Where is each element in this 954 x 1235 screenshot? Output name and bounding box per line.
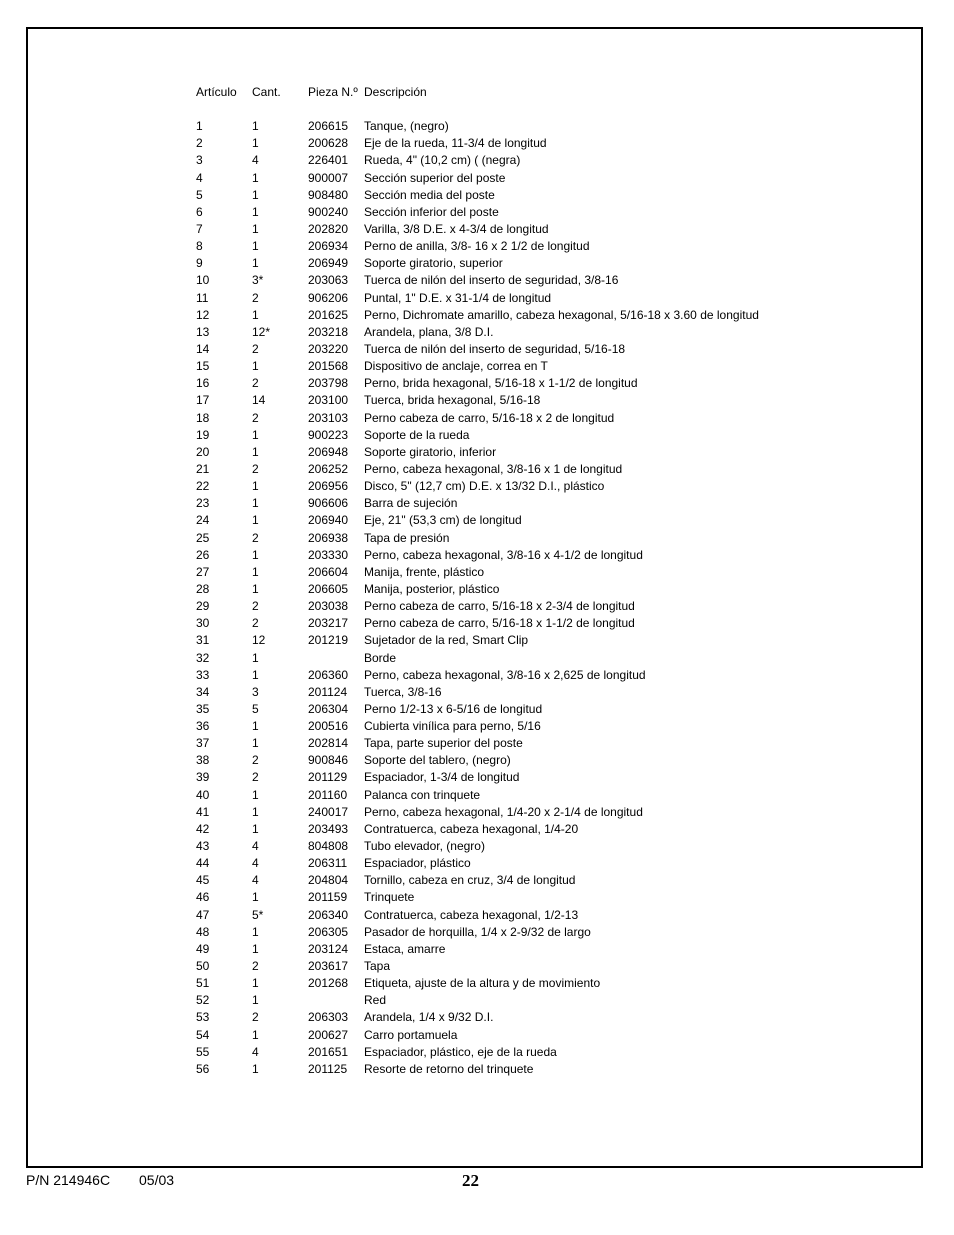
part-number-cell: 201651: [308, 1044, 349, 1059]
quantity: 2: [252, 461, 259, 476]
item-number: 33: [196, 667, 210, 682]
part-number-cell: 206615: [308, 119, 349, 134]
part-number-cell: 203038: [308, 599, 349, 614]
description: Tapa de presión: [364, 530, 450, 545]
quantity: 1: [252, 444, 259, 459]
item-number: 13: [196, 324, 210, 339]
part-number-cell: 206360: [308, 667, 349, 682]
part-number-cell: 203217: [308, 616, 349, 631]
description: Perno, Dichromate amarillo, cabeza hexagonal, 5/16-18 x 3.60 de longitud: [364, 307, 759, 322]
part-number-cell: 206304: [308, 701, 349, 716]
item-number: 26: [196, 547, 210, 562]
quantity: 12: [252, 633, 266, 648]
quantity: 1: [252, 564, 259, 579]
part-number-cell: 203493: [308, 821, 349, 836]
item-number: 45: [196, 873, 210, 888]
quantity: 2: [252, 616, 259, 631]
item-number: 6: [196, 204, 203, 219]
description: Perno de anilla, 3/8- 16 x 2 1/2 de longitud: [364, 239, 590, 254]
description: Espaciador, plástico, eje de la rueda: [364, 1044, 557, 1059]
part-number-cell: 201129: [308, 770, 348, 785]
part-number-cell: 206605: [308, 581, 349, 596]
part-number-cell: 202814: [308, 736, 349, 751]
part-number-cell: 201219: [308, 633, 349, 648]
part-number-cell: 206305: [308, 924, 349, 939]
description: Perno cabeza de carro, 5/16-18 x 1-1/2 de longitud: [364, 616, 635, 631]
quantity: 3: [252, 684, 259, 699]
item-number: 16: [196, 376, 210, 391]
item-number: 30: [196, 616, 210, 631]
description: Perno 1/2-13 x 6-5/16 de longitud: [364, 701, 543, 716]
quantity: 5*: [252, 907, 264, 922]
description: Trinquete: [364, 890, 415, 905]
item-number: 4: [196, 170, 203, 185]
description: Tubo elevador, (negro): [364, 839, 485, 854]
part-number-cell: 206934: [308, 239, 349, 254]
description: Tuerca, 3/8-16: [364, 684, 442, 699]
quantity: 2: [252, 959, 259, 974]
description: Tornillo, cabeza en cruz, 3/4 de longitud: [364, 873, 576, 888]
description: Soporte giratorio, superior: [364, 256, 503, 271]
item-number: 42: [196, 821, 210, 836]
item-number: 29: [196, 599, 210, 614]
quantity: 1: [252, 976, 259, 991]
description: Soporte de la rueda: [364, 427, 470, 442]
part-number-cell: 202820: [308, 221, 349, 236]
part-number-cell: 201124: [308, 684, 348, 699]
part-number-cell: 240017: [308, 804, 349, 819]
item-number: 38: [196, 753, 210, 768]
description: Contratuerca, cabeza hexagonal, 1/2-13: [364, 907, 579, 922]
part-number-cell: 201268: [308, 976, 349, 991]
item-number: 21: [196, 461, 210, 476]
part-number-cell: 203124: [308, 941, 349, 956]
description: Perno, cabeza hexagonal, 1/4-20 x 2-1/4 de longitud: [364, 804, 643, 819]
item-number: 37: [196, 736, 210, 751]
quantity: 4: [252, 839, 259, 854]
quantity: 4: [252, 153, 259, 168]
quantity: 5: [252, 701, 259, 716]
item-number: 15: [196, 359, 210, 374]
description: Espaciador, 1-3/4 de longitud: [364, 770, 520, 785]
quantity: 1: [252, 1061, 259, 1076]
item-number: 18: [196, 410, 210, 425]
quantity: 1: [252, 427, 259, 442]
description: Carro portamuela: [364, 1027, 458, 1042]
item-number: 32: [196, 650, 210, 665]
item-number: 9: [196, 256, 203, 271]
part-number-cell: 804808: [308, 839, 349, 854]
quantity: 1: [252, 359, 259, 374]
description: Palanca con trinquete: [364, 787, 481, 802]
part-number-cell: 906606: [308, 496, 349, 511]
quantity: 1: [252, 239, 259, 254]
part-number-cell: 200627: [308, 1027, 349, 1042]
item-number: 34: [196, 684, 210, 699]
description: Tapa, parte superior del poste: [364, 736, 523, 751]
item-number: 2: [196, 136, 203, 151]
item-number: 31: [196, 633, 210, 648]
part-number-cell: 201159: [308, 890, 348, 905]
item-number: 8: [196, 239, 203, 254]
quantity: 2: [252, 1010, 259, 1025]
item-number: 19: [196, 427, 210, 442]
item-number: 17: [196, 393, 210, 408]
part-number-cell: 206948: [308, 444, 349, 459]
quantity: 1: [252, 667, 259, 682]
description: Perno cabeza de carro, 5/16-18 x 2 de longitud: [364, 410, 615, 425]
part-number-cell: 908480: [308, 187, 349, 202]
quantity: 1: [252, 1027, 259, 1042]
description: Perno, cabeza hexagonal, 3/8-16 x 4-1/2 de longitud: [364, 547, 643, 562]
quantity: 12*: [252, 324, 271, 339]
quantity: 1: [252, 787, 259, 802]
description: Rueda, 4" (10,2 cm) ( (negra): [364, 153, 521, 168]
part-number-cell: 201568: [308, 359, 349, 374]
part-number-cell: 204804: [308, 873, 349, 888]
part-number-cell: 900223: [308, 427, 349, 442]
part-number-cell: 900007: [308, 170, 349, 185]
quantity: 1: [252, 650, 259, 665]
item-number: 23: [196, 496, 210, 511]
item-number: 52: [196, 993, 210, 1008]
description: Arandela, plana, 3/8 D.I.: [364, 324, 494, 339]
quantity: 1: [252, 924, 259, 939]
part-number-cell: 201160: [308, 787, 348, 802]
description: Red: [364, 993, 387, 1008]
item-number: 35: [196, 701, 210, 716]
quantity: 1: [252, 496, 259, 511]
item-number: 53: [196, 1010, 210, 1025]
quantity: 1: [252, 479, 259, 494]
description: Tuerca de nilón del inserto de seguridad, 5/16-18: [364, 341, 626, 356]
item-number: 36: [196, 719, 210, 734]
part-number-cell: 203218: [308, 324, 349, 339]
quantity: 2: [252, 290, 259, 305]
item-number: 48: [196, 924, 210, 939]
item-number: 49: [196, 941, 210, 956]
quantity: 1: [252, 547, 259, 562]
description: Estaca, amarre: [364, 941, 446, 956]
part-number-cell: 206303: [308, 1010, 349, 1025]
item-number: 39: [196, 770, 210, 785]
part-number-cell: 201125: [308, 1061, 348, 1076]
description: Disco, 5" (12,7 cm) D.E. x 13/32 D.I., plástico: [364, 479, 605, 494]
part-number-cell: 201625: [308, 307, 349, 322]
page-number: 22: [462, 1171, 479, 1190]
part-number-cell: 900846: [308, 753, 349, 768]
description: Soporte giratorio, inferior: [364, 444, 497, 459]
item-number: 43: [196, 839, 210, 854]
part-number-cell: 200516: [308, 719, 349, 734]
quantity: 1: [252, 736, 259, 751]
item-number: 47: [196, 907, 210, 922]
quantity: 2: [252, 376, 259, 391]
description: Arandela, 1/4 x 9/32 D.I.: [364, 1010, 494, 1025]
item-number: 27: [196, 564, 210, 579]
quantity: 1: [252, 256, 259, 271]
item-number: 25: [196, 530, 210, 545]
quantity: 2: [252, 530, 259, 545]
part-number: P/N 214946C: [26, 1172, 111, 1188]
item-number: 24: [196, 513, 210, 528]
part-number-cell: 203617: [308, 959, 349, 974]
quantity: 1: [252, 941, 259, 956]
description: Perno, cabeza hexagonal, 3/8-16 x 1 de longitud: [364, 461, 623, 476]
part-number-cell: 206311: [308, 856, 348, 871]
item-number: 44: [196, 856, 210, 871]
quantity: 2: [252, 753, 259, 768]
item-number: 14: [196, 341, 210, 356]
description: Sujetador de la red, Smart Clip: [364, 633, 529, 648]
description: Borde: [364, 650, 397, 665]
description: Barra de sujeción: [364, 496, 458, 511]
description: Pasador de horquilla, 1/4 x 2-9/32 de largo: [364, 924, 591, 939]
header-part-number: Pieza N.º: [308, 85, 358, 99]
description: Etiqueta, ajuste de la altura y de movimiento: [364, 976, 601, 991]
description: Varilla, 3/8 D.E. x 4-3/4 de longitud: [364, 221, 549, 236]
header-qty: Cant.: [252, 85, 281, 99]
description: Perno cabeza de carro, 5/16-18 x 2-3/4 de longitud: [364, 599, 635, 614]
part-number-cell: 203100: [308, 393, 349, 408]
part-number-cell: 203063: [308, 273, 349, 288]
part-number-cell: 206940: [308, 513, 349, 528]
quantity: 1: [252, 119, 259, 134]
item-number: 50: [196, 959, 210, 974]
quantity: 1: [252, 821, 259, 836]
quantity: 14: [252, 393, 266, 408]
item-number: 22: [196, 479, 210, 494]
part-number-cell: 206938: [308, 530, 349, 545]
quantity: 2: [252, 410, 259, 425]
part-number-cell: 203220: [308, 341, 349, 356]
description: Espaciador, plástico: [364, 856, 471, 871]
description: Manija, posterior, plástico: [364, 581, 500, 596]
description: Dispositivo de anclaje, correa en T: [364, 359, 548, 374]
description: Eje de la rueda, 11-3/4 de longitud: [364, 136, 547, 151]
quantity: 2: [252, 341, 259, 356]
item-number: 41: [196, 804, 210, 819]
description: Sección media del poste: [364, 187, 495, 202]
item-number: 46: [196, 890, 210, 905]
item-number: 12: [196, 307, 210, 322]
item-number: 56: [196, 1061, 210, 1076]
quantity: 1: [252, 187, 259, 202]
part-number-cell: 206949: [308, 256, 349, 271]
description: Eje, 21" (53,3 cm) de longitud: [364, 513, 522, 528]
quantity: 3*: [252, 273, 264, 288]
item-number: 28: [196, 581, 210, 596]
part-number-cell: 203330: [308, 547, 349, 562]
quantity: 1: [252, 993, 259, 1008]
part-number-cell: 206252: [308, 461, 349, 476]
part-number-cell: 906206: [308, 290, 349, 305]
description: Tuerca de nilón del inserto de seguridad, 3/8-16: [364, 273, 619, 288]
quantity: 1: [252, 890, 259, 905]
part-number-cell: 226401: [308, 153, 349, 168]
item-number: 10: [196, 273, 210, 288]
description: Perno, brida hexagonal, 5/16-18 x 1-1/2 de longitud: [364, 376, 638, 391]
quantity: 1: [252, 136, 259, 151]
item-number: 20: [196, 444, 210, 459]
revision-date: 05/03: [139, 1172, 175, 1188]
description: Tapa: [364, 959, 391, 974]
description: Tuerca, brida hexagonal, 5/16-18: [364, 393, 541, 408]
item-number: 54: [196, 1027, 210, 1042]
part-number-cell: 203798: [308, 376, 349, 391]
header-description: Descripción: [364, 85, 427, 99]
quantity: 1: [252, 221, 259, 236]
quantity: 1: [252, 513, 259, 528]
part-number-cell: 200628: [308, 136, 349, 151]
description: Manija, frente, plástico: [364, 564, 485, 579]
description: Contratuerca, cabeza hexagonal, 1/4-20: [364, 821, 579, 836]
item-number: 7: [196, 221, 203, 236]
part-number-cell: 206340: [308, 907, 349, 922]
description: Cubierta vinílica para perno, 5/16: [364, 719, 541, 734]
description: Sección superior del poste: [364, 170, 506, 185]
quantity: 2: [252, 770, 259, 785]
item-number: 5: [196, 187, 203, 202]
description: Sección inferior del poste: [364, 204, 499, 219]
quantity: 2: [252, 599, 259, 614]
description: Perno, cabeza hexagonal, 3/8-16 x 2,625 de longitud: [364, 667, 646, 682]
part-number-cell: 900240: [308, 204, 349, 219]
description: Resorte de retorno del trinquete: [364, 1061, 534, 1076]
part-number-cell: 203103: [308, 410, 349, 425]
part-number-cell: 206956: [308, 479, 349, 494]
item-number: 55: [196, 1044, 210, 1059]
description: Soporte del tablero, (negro): [364, 753, 511, 768]
item-number: 11: [196, 290, 209, 305]
quantity: 4: [252, 856, 259, 871]
quantity: 1: [252, 581, 259, 596]
quantity: 4: [252, 1044, 259, 1059]
quantity: 1: [252, 307, 259, 322]
description: Tanque, (negro): [364, 119, 449, 134]
quantity: 1: [252, 719, 259, 734]
quantity: 1: [252, 204, 259, 219]
header-item: Artículo: [196, 85, 237, 99]
item-number: 3: [196, 153, 203, 168]
description: Puntal, 1" D.E. x 31-1/4 de longitud: [364, 290, 552, 305]
quantity: 1: [252, 804, 259, 819]
item-number: 40: [196, 787, 210, 802]
part-number-cell: 206604: [308, 564, 349, 579]
item-number: 51: [196, 976, 210, 991]
quantity: 4: [252, 873, 259, 888]
item-number: 1: [196, 119, 203, 134]
quantity: 1: [252, 170, 259, 185]
